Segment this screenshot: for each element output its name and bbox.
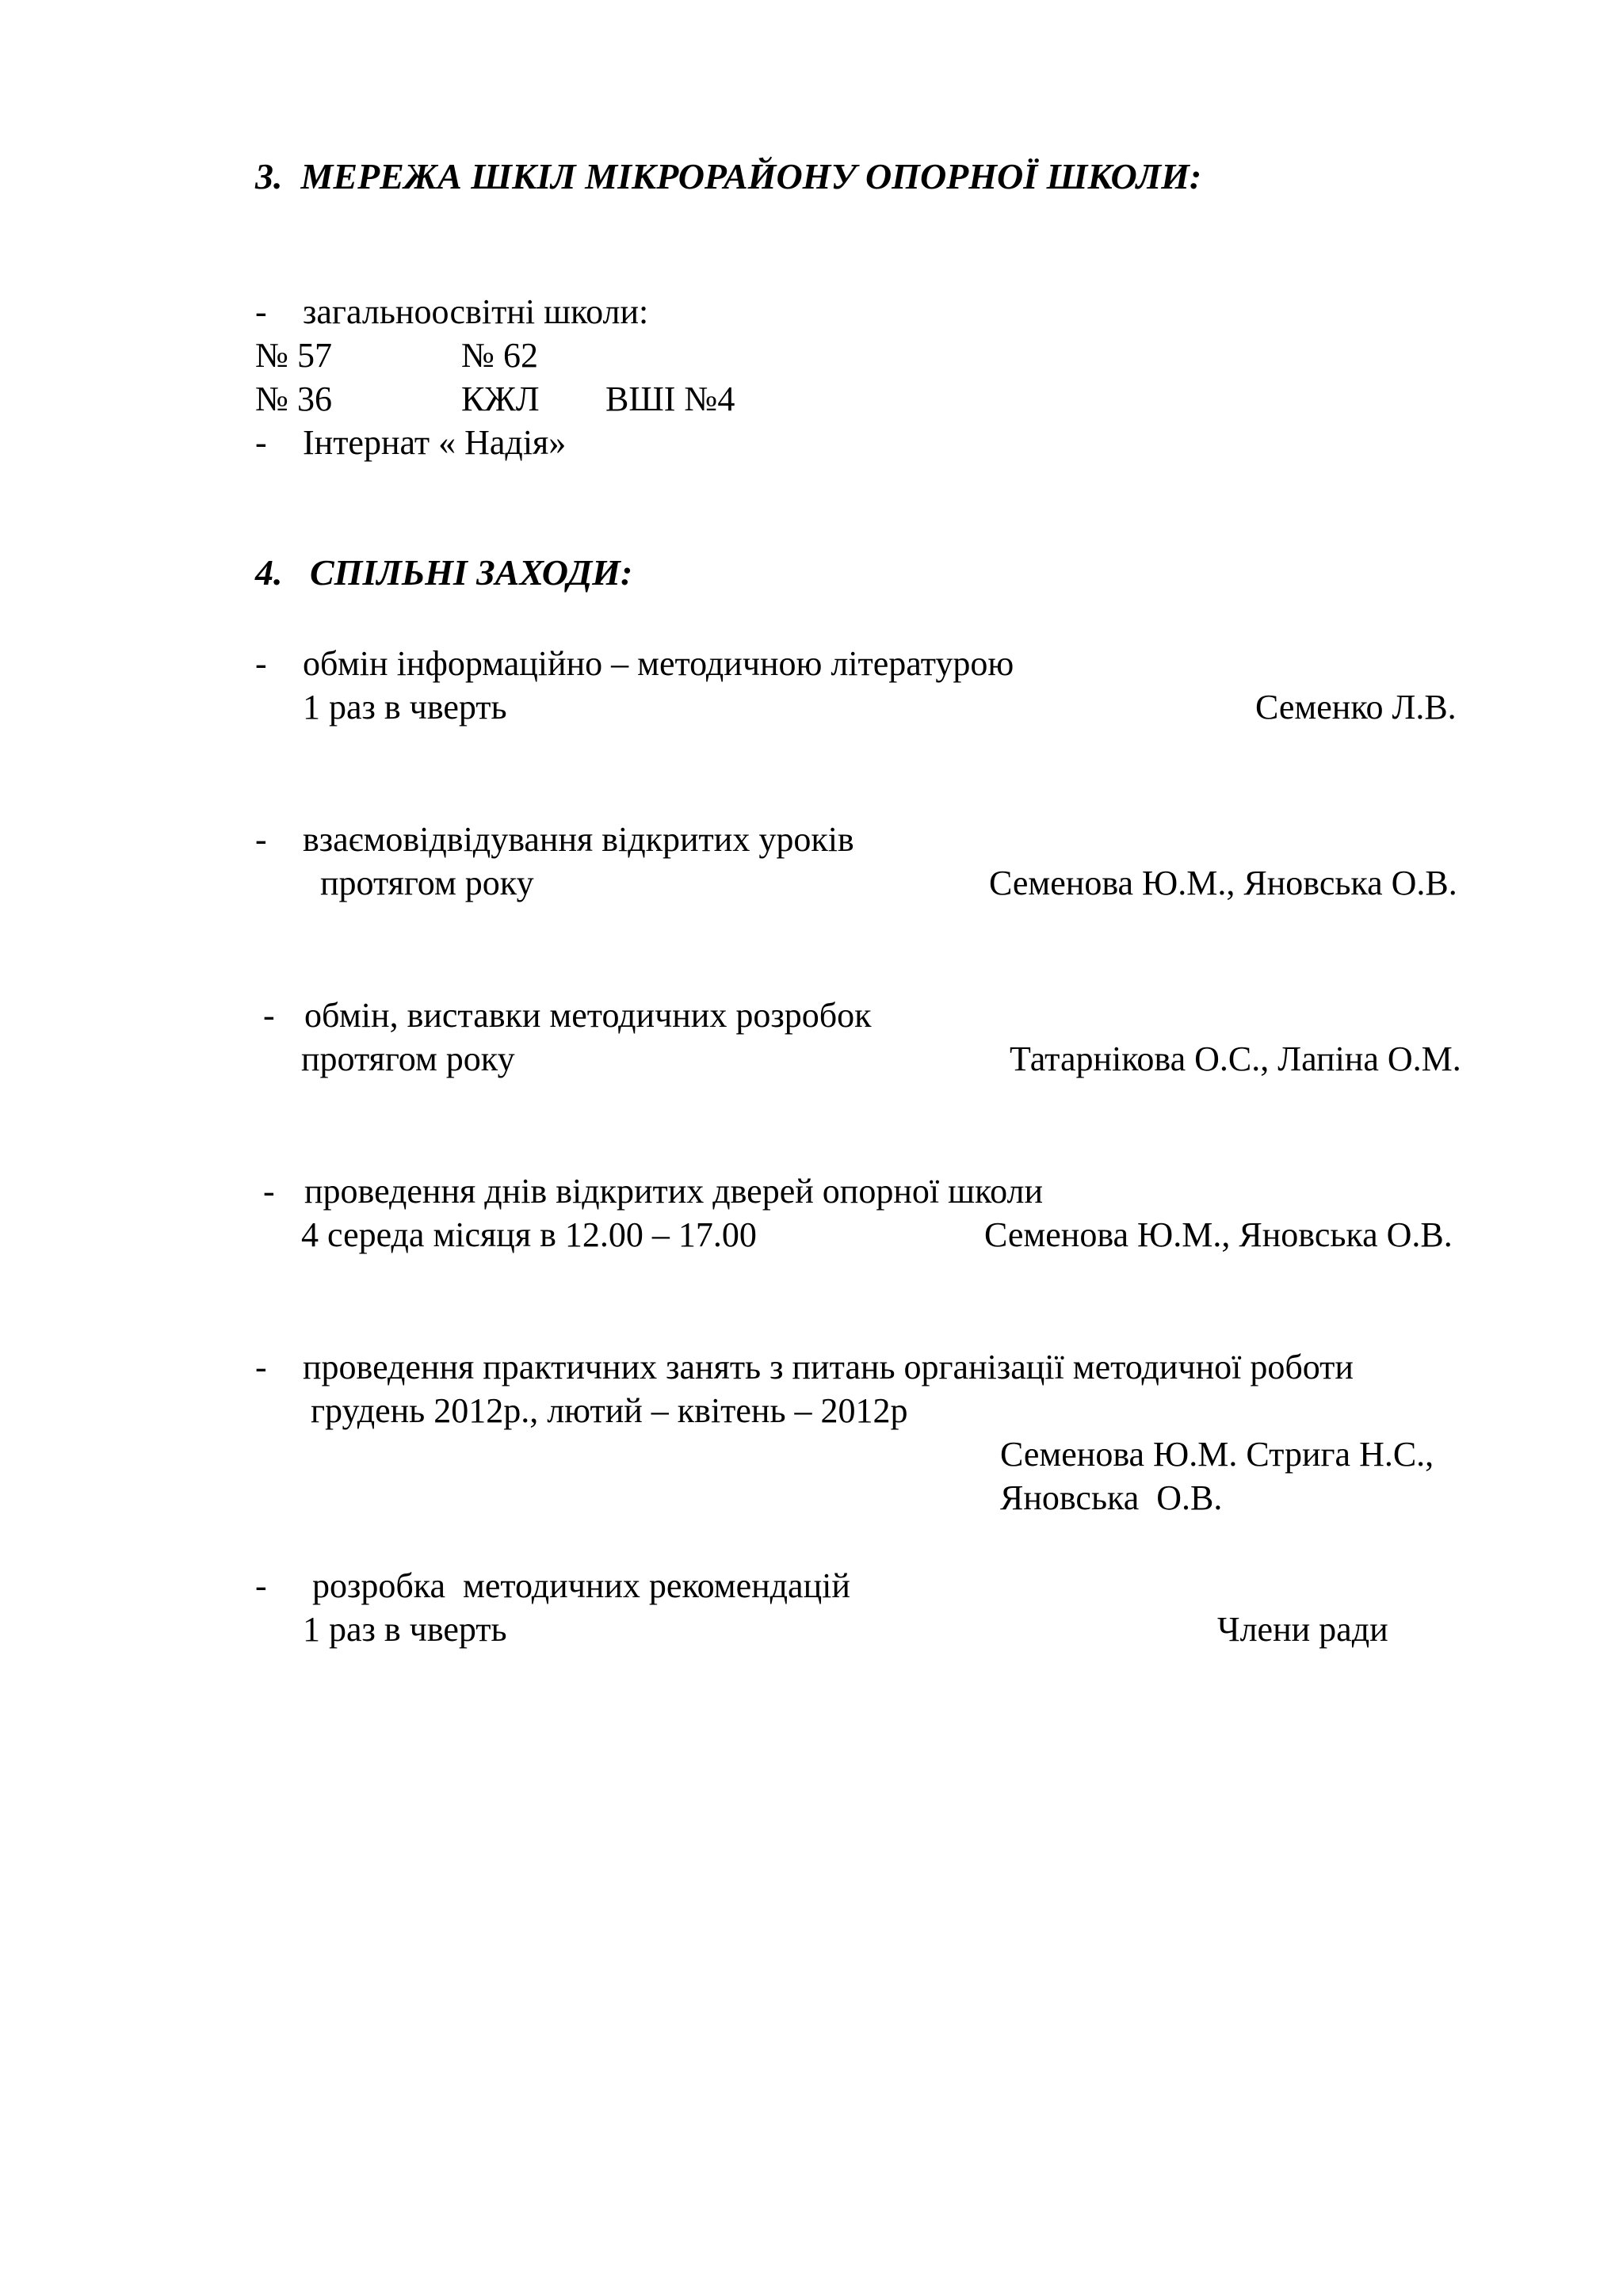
activity-responsible: Семенко Л.В. [1255,688,1457,727]
list-dash: - [255,1348,267,1386]
list-dash: - [255,820,267,859]
activity-when: протягом року [320,864,534,902]
activity-when: протягом року [301,1039,515,1078]
school-62: № 62 [461,336,538,375]
internat-nadiya: Інтернат « Надія» [303,423,567,462]
activity-responsible: Семенова Ю.М., Яновська О.В. [984,1215,1453,1254]
activity-title: розробка методичних рекомендацій [312,1566,850,1605]
activity-title: обмін інформаційно – методичною літературою [303,644,1014,683]
activity-responsible: Семенова Ю.М. Стрига Н.С., [1000,1435,1434,1474]
activity-when: 1 раз в чверть [303,1610,507,1649]
activity-when: 1 раз в чверть [303,688,507,727]
list-dash: - [255,1566,267,1605]
activity-when: грудень 2012р., лютий – квітень – 2012р [311,1391,908,1430]
list-dash: - [255,644,267,683]
activity-when: 4 середа місяця в 12.00 – 17.00 [301,1215,757,1254]
activity-responsible: Члени ради [1217,1610,1388,1649]
activity-responsible: Семенова Ю.М., Яновська О.В. [989,864,1457,902]
school-vshi-4: ВШІ №4 [605,379,735,418]
activity-responsible: Татарнікова О.С., Лапіна О.М. [1010,1039,1461,1078]
list-dash: - [255,423,267,462]
general-schools-label: загальноосвітні школи: [303,292,649,331]
activity-title: взаємовідвідування відкритих уроків [303,820,854,859]
list-dash: - [255,292,267,331]
activity-title: проведення днів відкритих дверей опорної школи [304,1172,1044,1211]
section-3-heading: 3. МЕРЕЖА ШКІЛ МІКРОРАЙОНУ ОПОРНОЇ ШКОЛИ: [255,156,1202,196]
school-36: № 36 [255,379,332,418]
section-4-heading: 4. СПІЛЬНІ ЗАХОДИ: [255,552,633,593]
school-kzhl: КЖЛ [461,379,540,418]
activity-title: обмін, виставки методичних розробок [304,996,872,1035]
list-dash: - [263,1172,275,1211]
school-57: № 57 [255,336,332,375]
activity-responsible-continued: Яновська О.В. [1000,1478,1223,1517]
activity-title: проведення практичних занять з питань організації методичної роботи [303,1348,1354,1386]
list-dash: - [263,996,275,1035]
